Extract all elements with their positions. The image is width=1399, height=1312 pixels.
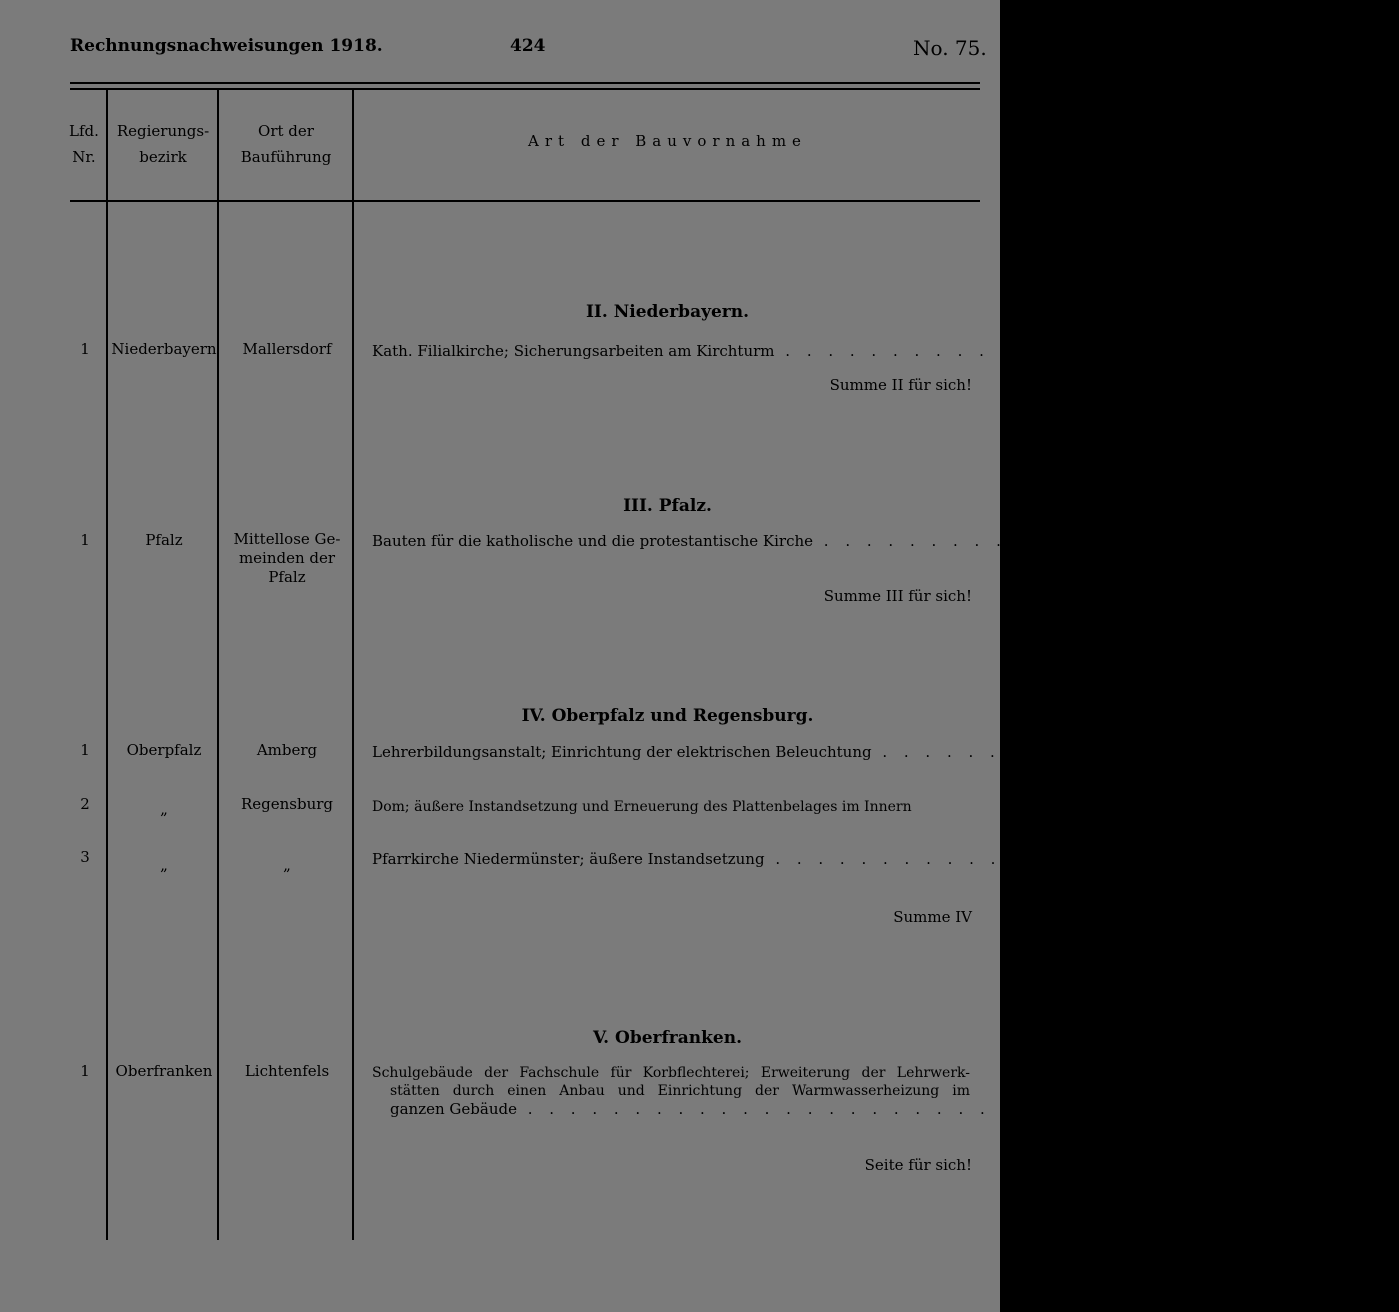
row-regierungsbezirk: Pfalz — [145, 531, 183, 549]
row-art — [372, 850, 1239, 868]
row-ort: Mallersdorf — [242, 340, 332, 358]
section-title-niederbayern: II. Niederbayern. — [585, 302, 750, 322]
row-ort-line2: meinden der — [238, 549, 336, 567]
leader-dots: . . . . . . . . . . . . . . . . . . . . . . . . . . . — [516, 1100, 1099, 1118]
row-art — [372, 743, 1131, 761]
row-ort-line3: Pfalz — [268, 568, 306, 586]
column-header-art: Art der Bauvornahme — [528, 132, 807, 150]
row-art-line2: stätten durch einen Anbau und Einrichtung der Warmwasserheizung im — [390, 1083, 970, 1099]
row-art-text: Pfarrkirche Niedermünster; äußere Instandsetzung — [372, 850, 765, 868]
row-ort: Amberg — [256, 741, 318, 759]
row-ort: Regensburg — [240, 795, 334, 813]
row-number: 1 — [80, 340, 90, 358]
row-art-text: Bauten für die katholische und die protestantische Kirche — [372, 532, 814, 550]
section-title-pfalz: III. Pfalz. — [623, 496, 712, 516]
page-number: 424 — [510, 36, 546, 56]
column-header-lfd-nr — [62, 118, 106, 170]
column-head-rule — [70, 200, 980, 202]
section-summe: Seite für sich! — [864, 1156, 972, 1174]
column-header-regierungsbezirk — [108, 118, 218, 170]
leader-dots: . . . . . . . . . . . . . . . . . . . . . . . . — [813, 532, 1330, 550]
column-header-lfd-nr-line2: Nr. — [72, 148, 96, 166]
row-regierungsbezirk: Oberpfalz — [126, 741, 202, 759]
section-summe: Summe IV — [893, 908, 972, 926]
row-art — [372, 532, 1330, 550]
header-rule-top — [70, 82, 980, 84]
row-ort — [220, 530, 354, 587]
column-header-ort — [219, 118, 353, 170]
row-art — [372, 1064, 1099, 1118]
leader-dots: . . . . . . . . . . . . . . . . . . . . . . . . . . . . . — [774, 342, 1399, 360]
column-header-lfd-nr-line1: Lfd. — [69, 122, 99, 140]
row-number: 1 — [80, 531, 90, 549]
row-art — [372, 797, 970, 816]
row-ort: „ — [283, 856, 291, 874]
leader-dots: . . . . . . . . . . . . — [871, 743, 1131, 761]
running-title: Rechnungsnachweisungen 1918. — [70, 36, 383, 56]
row-number: 1 — [80, 741, 90, 759]
row-ort-line1: Mittellose Ge- — [233, 530, 341, 548]
row-art-line1: Schulgebäude der Fachschule für Korbflechterei; Erweiterung der Lehrwerk- — [372, 1065, 970, 1081]
section-summe: Summe III für sich! — [823, 587, 972, 605]
row-art-text: Kath. Filialkirche; Sicherungsarbeiten am Kirchturm — [372, 342, 775, 360]
row-number: 3 — [80, 848, 90, 866]
row-regierungsbezirk: Oberfranken — [115, 1062, 213, 1080]
row-number: 1 — [80, 1062, 90, 1080]
row-art-line3-text: ganzen Gebäude — [390, 1100, 517, 1118]
header-rule-bottom — [70, 88, 980, 90]
row-art — [372, 342, 1399, 360]
row-art-text: Lehrerbildungsanstalt; Einrichtung der elektrischen Beleuchtung — [372, 743, 872, 761]
row-ort: Lichtenfels — [244, 1062, 330, 1080]
row-regierungsbezirk: Niederbayern — [111, 340, 217, 358]
leader-dots: . . . . . . . . . . . . . . . . . . . . . . — [764, 850, 1239, 868]
section-summe: Summe II für sich! — [829, 376, 972, 394]
document-number: No. 75. — [913, 36, 987, 60]
row-regierungsbezirk: „ — [160, 800, 168, 818]
section-title-oberpfalz: IV. Oberpfalz und Regensburg. — [521, 706, 814, 726]
column-header-ort-line2: Bauführung — [240, 148, 332, 166]
row-number: 2 — [80, 795, 90, 813]
column-header-ort-line1: Ort der — [258, 122, 314, 140]
section-title-oberfranken: V. Oberfranken. — [592, 1028, 743, 1048]
column-header-regierungsbezirk-line1: Regierungs- — [116, 122, 210, 140]
row-art-text: Dom; äußere Instandsetzung und Erneuerung des Plattenbelages im Innern — [372, 799, 912, 815]
row-regierungsbezirk: „ — [160, 856, 168, 874]
column-header-regierungsbezirk-line2: bezirk — [139, 148, 187, 166]
row-art-line3 — [372, 1100, 1099, 1118]
